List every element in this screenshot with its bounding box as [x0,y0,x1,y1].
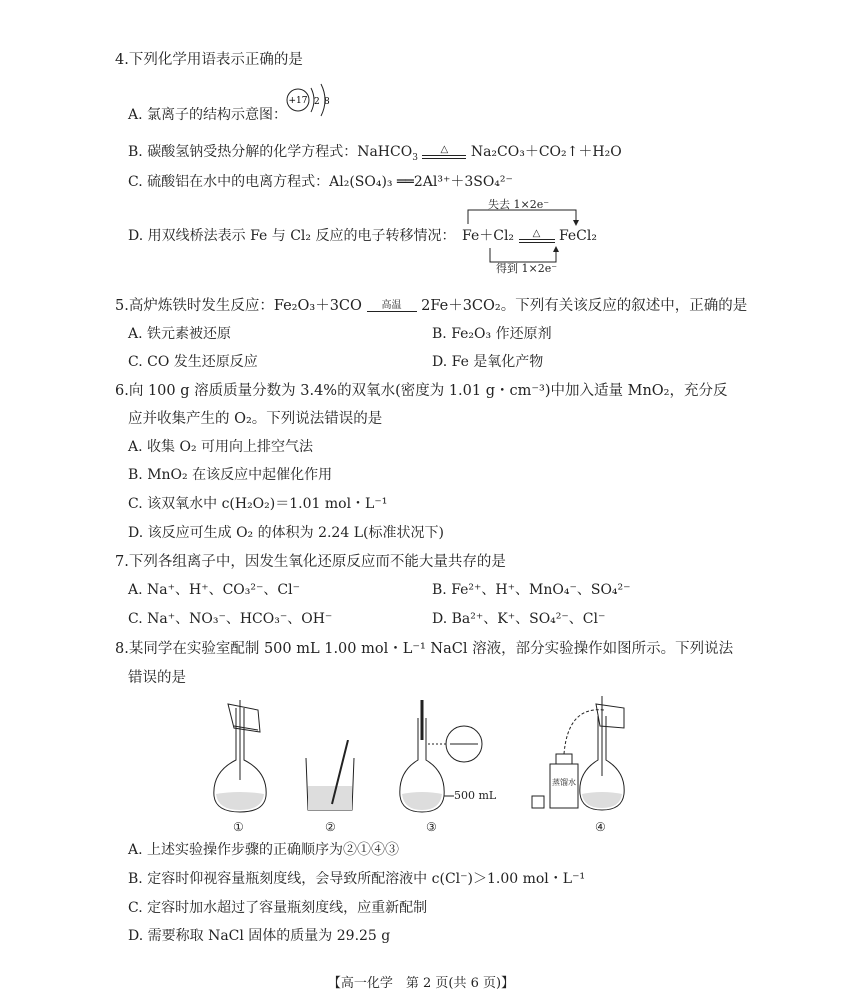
q8-stem-line1: 8.某同学在实验室配制 500 mL 1.00 mol・L⁻¹ NaCl 溶液，部分实验操作如图所示。下列说法 [115,641,734,657]
figure-1-transfer [200,700,280,820]
q4-option-a: A. 氯离子的结构示意图： [128,107,288,123]
q4-option-d [128,226,455,246]
q4-b-condition: △ [422,145,466,159]
q4-d-text: D. 用双线桥法表示 Fe 与 Cl₂ 反应的电子转移情况： [128,228,456,244]
nucleus-label: +17 [288,96,308,106]
q8-option-d: D. 需要称取 NaCl 固体的质量为 29.25 g [128,928,391,944]
shell2-label: 8 [324,97,330,107]
q6-stem-line1: 6.向 100 g 溶质质量分数为 3.4%的双氧水(密度为 1.01 g・cm⁻³)中加入适量 MnO₂，充分反 [115,383,728,399]
figure-4-bottle-label: 蒸馏水 [552,778,576,787]
q8-stem-line2: 错误的是 [128,670,186,686]
page-footer: 【高一化学 第 2 页(共 6 页)】 [327,976,515,991]
q7-option-c: C. Na⁺、NO₃⁻、HCO₃⁻、OH⁻ [128,611,333,627]
figure-2-caption: ② [325,820,336,834]
shell1-label: 2 [314,97,320,107]
q5-option-b: B. Fe₂O₃ 作还原剂 [432,326,552,342]
q4-d-lose-label: 失去 1×2e⁻ [488,198,550,211]
q7-stem: 7.下列各组离子中，因发生氧化还原反应而不能大量共存的是 [115,554,506,570]
q8-option-b: B. 定容时仰视容量瓶刻度线，会导致所配溶液中 c(Cl⁻)＞1.00 mol・L⁻¹ [128,871,586,887]
q8-option-a: A. 上述实验操作步骤的正确顺序为②①④③ [128,842,400,858]
q4-option-b: B. 碳酸氢钠受热分解的化学方程式：NaHCO$_3$ △ Na₂CO₃＋CO₂↑＋H₂O [128,144,622,163]
q5-option-d: D. Fe 是氧化产物 [432,354,544,370]
q4-option-c: C. 硫酸铝在水中的电离方程式：Al₂(SO₄)₃ ══2Al³⁺＋3SO₄²⁻ [128,174,513,190]
q5-condition: 高温 [367,301,417,312]
q6-option-c: C. 该双氧水中 c(H₂O₂)＝1.01 mol・L⁻¹ [128,496,388,512]
figure-2-stir [296,740,366,820]
q4-d-equation: Fe＋Cl₂ △ FeCl₂ [462,228,597,244]
q6-option-d: D. 该反应可生成 O₂ 的体积为 2.24 L(标准状况下) [128,525,444,541]
figure-1-caption: ① [233,820,244,834]
q6-stem-line2: 应并收集产生的 O₂。下列说法错误的是 [128,411,383,427]
q7-option-b: B. Fe²⁺、H⁺、MnO₄⁻、SO₄²⁻ [432,582,631,598]
q5-option-c: C. CO 发生还原反应 [128,354,258,370]
figure-3-caption: ③ [426,820,437,834]
q6-option-b: B. MnO₂ 在该反应中起催化作用 [128,467,333,483]
q4-d-gain-label: 得到 1×2e⁻ [496,262,558,275]
q4-stem: 4.下列化学用语表示正确的是 [115,52,303,68]
q7-option-a: A. Na⁺、H⁺、CO₃²⁻、Cl⁻ [128,582,300,598]
q4-b-product: Na₂CO₃＋CO₂↑＋H₂O [470,144,622,160]
q6-option-a: A. 收集 O₂ 可用向上排空气法 [128,439,314,455]
figure-3-mark-label: 500 mL [454,789,497,802]
figure-4-caption: ④ [595,820,606,834]
q5-option-a: A. 铁元素被还原 [128,326,232,342]
q4-b-reactant: B. 碳酸氢钠受热分解的化学方程式：NaHCO [128,144,413,160]
q5-stem: 5.高炉炼铁时发生反应：Fe₂O₃＋3CO 高温 2Fe＋3CO₂。下列有关该反应的叙述中，正确的是 [115,298,748,314]
q4-d-condition: △ [519,229,555,243]
q7-option-d: D. Ba²⁺、K⁺、SO₄²⁻、Cl⁻ [432,611,606,627]
figure-4-rinse [528,696,638,820]
q8-option-c: C. 定容时加水超过了容量瓶刻度线，应重新配制 [128,900,428,916]
chloride-ion-diagram [284,82,336,124]
